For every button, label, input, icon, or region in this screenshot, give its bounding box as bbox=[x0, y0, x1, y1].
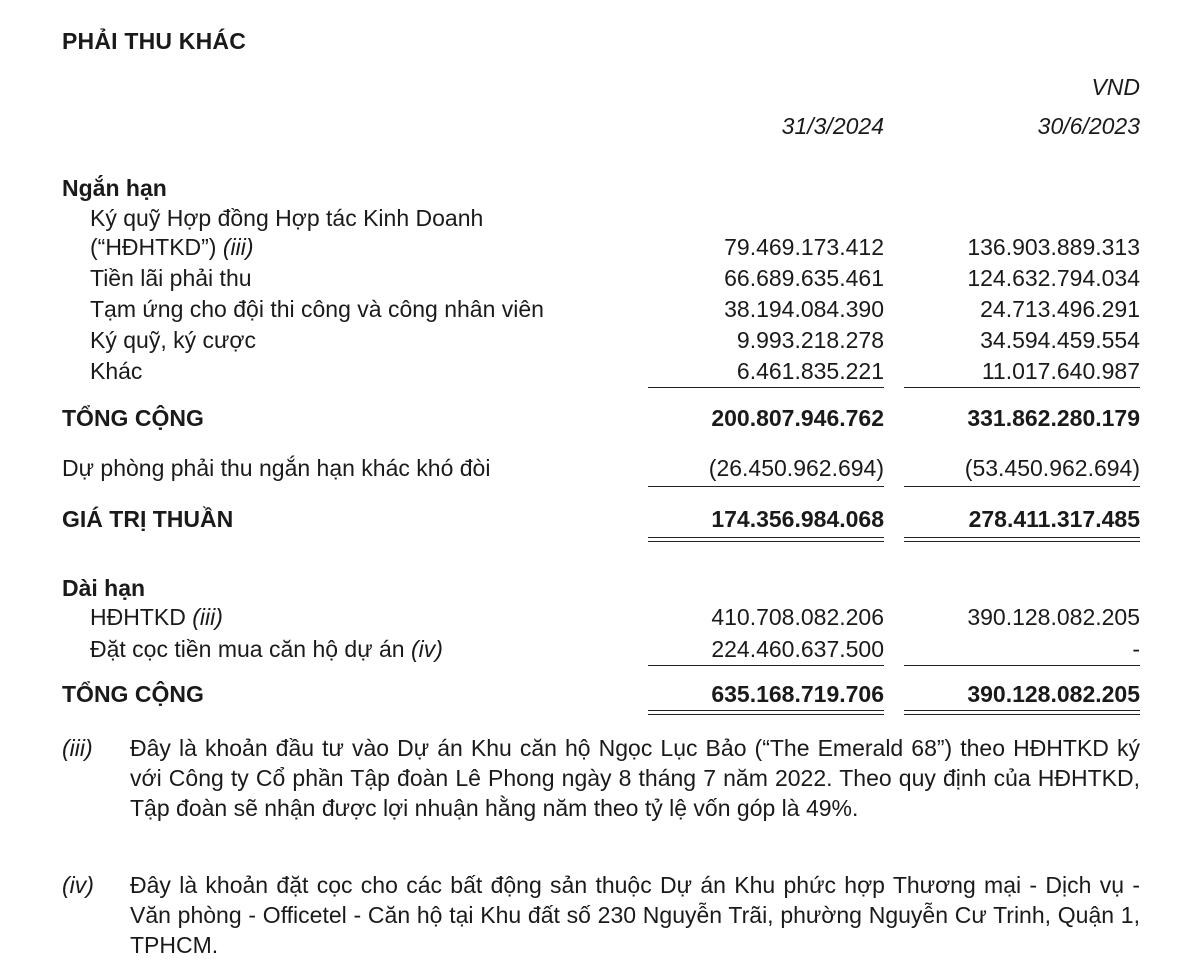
row-label: Tạm ứng cho đội thi công và công nhân viên bbox=[90, 296, 544, 322]
value-2023: 278.411.317.485 bbox=[968, 506, 1140, 532]
subtotal-rule bbox=[904, 486, 1140, 487]
value-2023: 34.594.459.554 bbox=[980, 327, 1140, 353]
value-2024: 79.469.173.412 bbox=[724, 234, 884, 260]
subtotal-rule bbox=[648, 665, 884, 666]
value-2024: 635.168.719.706 bbox=[711, 681, 884, 707]
value-2024: 224.460.637.500 bbox=[711, 636, 884, 662]
double-rule bbox=[904, 537, 1140, 542]
table-row-total bbox=[0, 681, 1180, 713]
page-title: PHẢI THU KHÁC bbox=[62, 28, 247, 54]
row-label: HĐHTKD (iii) bbox=[90, 604, 223, 630]
footnote-mark: (iii) bbox=[62, 735, 93, 761]
table-row bbox=[0, 296, 1180, 328]
row-label: TỔNG CỘNG bbox=[62, 405, 204, 431]
value-2023: 124.632.794.034 bbox=[967, 265, 1140, 291]
row-label: Khác bbox=[90, 358, 143, 384]
currency-unit: VND bbox=[1091, 74, 1140, 100]
table-row-net bbox=[0, 506, 1180, 538]
subtotal-rule bbox=[648, 486, 884, 487]
section-heading: Dài hạn bbox=[62, 575, 146, 601]
row-label: GIÁ TRỊ THUẦN bbox=[62, 506, 234, 532]
row-label: (“HĐHTKD”) (iii) bbox=[90, 234, 254, 260]
value-2024: (26.450.962.694) bbox=[708, 455, 884, 481]
value-2023: 331.862.280.179 bbox=[967, 405, 1140, 431]
subtotal-rule bbox=[904, 665, 1140, 666]
column-header-2024: 31/3/2024 bbox=[781, 113, 884, 139]
value-2023: 136.903.889.313 bbox=[967, 234, 1140, 260]
table-row bbox=[0, 358, 1180, 390]
table-row-total bbox=[0, 405, 1180, 437]
row-label: Đặt cọc tiền mua căn hộ dự án (iv) bbox=[90, 636, 443, 662]
value-2024: 174.356.984.068 bbox=[711, 506, 884, 532]
row-label: Ký quỹ, ký cược bbox=[90, 327, 256, 353]
table-row bbox=[0, 604, 1180, 636]
table-row bbox=[0, 265, 1180, 297]
table-row-label-continuation bbox=[0, 205, 1180, 237]
value-2024: 6.461.835.221 bbox=[736, 358, 884, 384]
value-2024: 410.708.082.206 bbox=[711, 604, 884, 630]
value-2023: - bbox=[1132, 636, 1140, 662]
double-rule bbox=[904, 710, 1140, 715]
footnote-text: Đây là khoản đầu tư vào Dự án Khu căn hộ Ngọc Lục Bảo (“The Emerald 68”) theo HĐHTKD ký với Công ty Cổ phần Tập đoàn Lê Phong ngày 8 tháng 7 năm 2022. Theo quy định của HĐHTKD, Tập đoàn sẽ nhận được lợi nhuận hằng năm theo tỷ lệ vốn góp là 49%. bbox=[130, 735, 1140, 821]
row-label: Tiền lãi phải thu bbox=[90, 265, 252, 291]
value-2024: 66.689.635.461 bbox=[724, 265, 884, 291]
row-label: Ký quỹ Hợp đồng Hợp tác Kinh Doanh bbox=[90, 205, 484, 231]
table-row-provision bbox=[0, 455, 1180, 487]
value-2023: 24.713.496.291 bbox=[980, 296, 1140, 322]
value-2023: 390.128.082.205 bbox=[967, 681, 1140, 707]
footnote-iii bbox=[62, 733, 1142, 855]
value-2023: (53.450.962.694) bbox=[964, 455, 1140, 481]
column-header-2023: 30/6/2023 bbox=[1037, 113, 1140, 139]
row-label: Dự phòng phải thu ngắn hạn khác khó đòi bbox=[62, 455, 491, 481]
section-short-term bbox=[0, 175, 1180, 207]
value-2023: 390.128.082.205 bbox=[967, 604, 1140, 630]
value-2023: 11.017.640.987 bbox=[981, 358, 1140, 384]
footnote-iv bbox=[62, 870, 1142, 962]
footnote-mark: (iv) bbox=[62, 872, 94, 898]
value-2024: 9.993.218.278 bbox=[736, 327, 884, 353]
subtotal-rule bbox=[904, 387, 1140, 388]
value-2024: 38.194.084.390 bbox=[724, 296, 884, 322]
section-heading: Ngắn hạn bbox=[62, 175, 167, 201]
table-row bbox=[0, 327, 1180, 359]
value-2024: 200.807.946.762 bbox=[711, 405, 884, 431]
section-long-term bbox=[0, 575, 1180, 607]
double-rule bbox=[648, 537, 884, 542]
row-label: TỔNG CỘNG bbox=[62, 681, 204, 707]
footnote-text: Đây là khoản đặt cọc cho các bất động sản thuộc Dự án Khu phức hợp Thương mại - Dịch vụ - Văn phòng - Officetel - Căn hộ tại Khu đất số 230 Nguyễn Trãi, phường Nguyễn Cư Trinh, Quận 1, TPHCM. bbox=[130, 872, 1140, 958]
subtotal-rule bbox=[648, 387, 884, 388]
table-row bbox=[0, 234, 1180, 266]
table-row bbox=[0, 636, 1180, 668]
double-rule bbox=[648, 710, 884, 715]
